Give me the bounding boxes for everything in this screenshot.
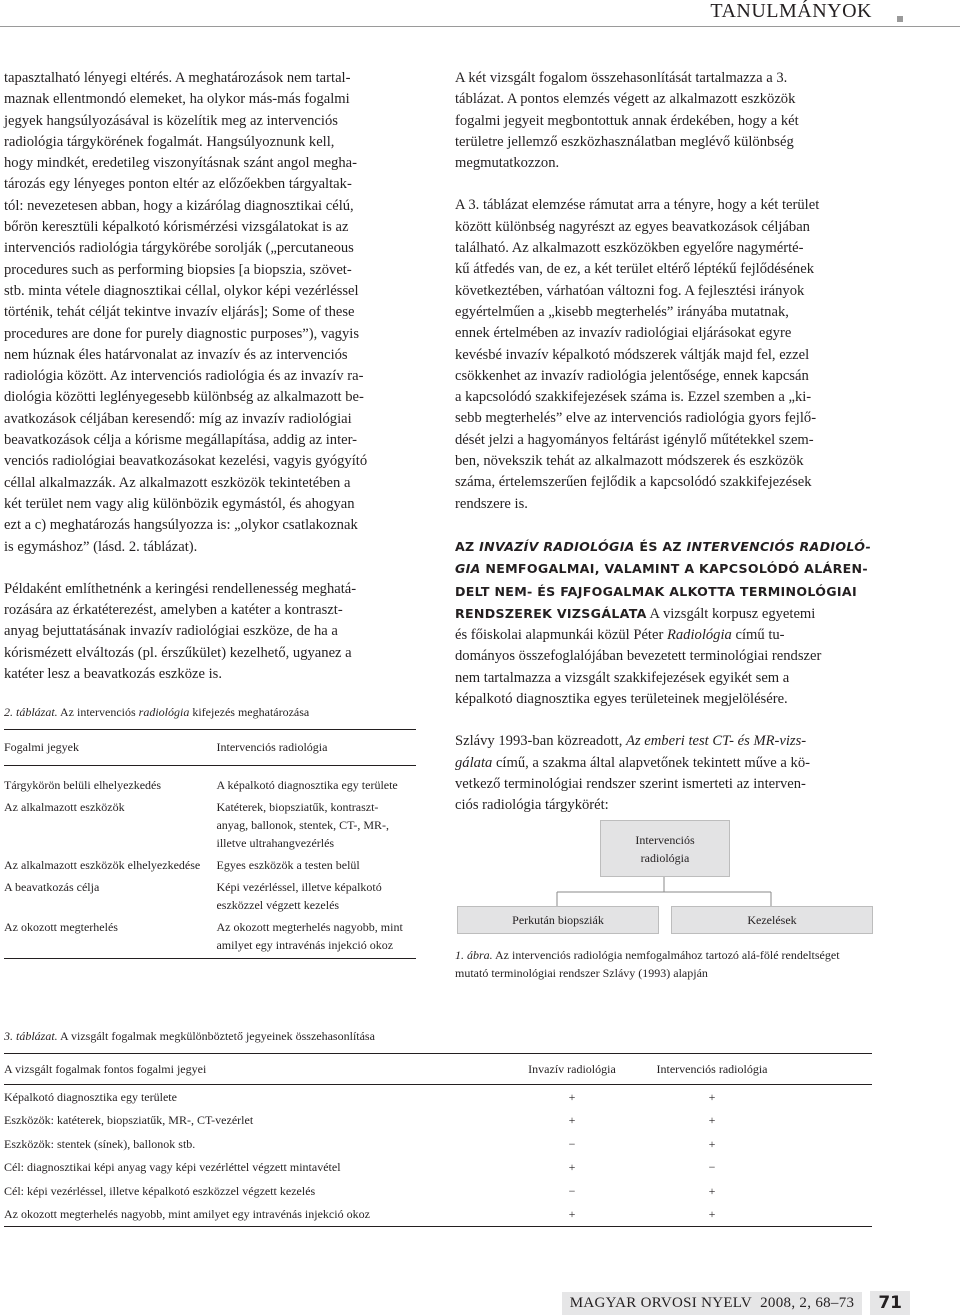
text-line: tapasztalható lényegi eltérés. A meghatározások nem tartal- — [4, 70, 351, 86]
text-line: anyag bejuttatásának invazív radiológiai eszköze, de ha a — [4, 623, 338, 640]
table-row — [4, 776, 416, 794]
table-cell: Az okozott megterhelés nagyobb, mint amilyet egy intravénás injekció okoz — [4, 1207, 370, 1222]
left-column — [4, 68, 420, 685]
text-line: ezt a c) meghatározás hangsúlyozza is: „olykor csatlakoznak — [4, 517, 358, 534]
text-line: ennek értelmében az invazív radiológiai eljárásokat egyre — [455, 325, 792, 342]
table-cell: Az alkalmazott eszközök — [4, 800, 125, 814]
text-line: két terület nem vagy alig különbözik egymástól, és ahogyan — [4, 495, 355, 512]
text-line: nem húznak éles határvonalat az invazív és az intervenciós — [4, 346, 348, 363]
table-row — [4, 878, 416, 914]
text-line: A két vizsgált fogalom összehasonlítását tartalmazza a 3. — [455, 70, 788, 86]
journal-info — [562, 1292, 863, 1315]
table-row — [4, 1085, 872, 1109]
text-line: történik, tehát célját tekintve invazív eljárás]; Some of these — [4, 304, 355, 321]
text-line: venciós radiológiai beavatkozásokat kezelési, vagyis gyógyító — [4, 453, 368, 470]
table-caption: 3. táblázat. A vizsgált fogalmak megkülönböztető jegyeinek összehasonlítása — [4, 1029, 375, 1043]
figure-caption: 1. ábra. Az intervenciós radiológia nemfogalmához tartozó alá-fölé rendeltséget mutató terminológiai rendszer Szlávy (1993) alapján — [455, 948, 840, 980]
text-line: jegyek hangsúlyozásával is közelítik meg az intervenciós — [4, 112, 338, 129]
text-line: bőrön keresztüli képalkotó kórismérzési vizsgálatokat is az — [4, 219, 349, 236]
table-cell: + — [708, 1113, 716, 1128]
text-line: katéter lesz a beavatkozás eszköze is. — [4, 666, 222, 683]
text-line: területre jellemző eszközhasználatban meglévő különbség — [455, 133, 794, 150]
table-cell: + — [568, 1160, 576, 1175]
table-cell: A beavatkozás célja — [4, 880, 100, 894]
table-cell: Tárgykörön belüli elhelyezkedés — [4, 778, 162, 792]
text-line: procedures are done for purely diagnostic purposes”), vagyis — [4, 325, 359, 342]
table-cell: + — [708, 1089, 716, 1104]
table-header: A vizsgált fogalmak fontos fogalmi jegyei Invazív radiológia Intervenciós radiológia — [4, 1062, 768, 1076]
text-line: fogalmi jegyeit megbontottuk annak érdekében, hogy a két — [455, 112, 799, 129]
footer — [562, 1290, 910, 1316]
table-cell: + — [708, 1183, 716, 1198]
table-header: Fogalmi jegyek Intervenciós radiológia — [4, 740, 328, 754]
table-3 — [4, 1027, 872, 1227]
table-cell: Képi vezérléssel, illetve képalkotó eszközzel végzett kezelés — [216, 880, 382, 912]
text-line: táblázat. A pontos elemzés végett az alkalmazott eszközök — [455, 91, 796, 108]
section-heading-paragraph: AZ INVAZÍV RADIOLÓGIA ÉS AZ INTERVENCIÓS RADIOLÓ- GIA NEMFOGALMAI, VALAMINT A KAPCSOLÓDÓ ALÁREN- DELT NEM- ÉS FAJFOGALMAK ALKOTTA TERMINOLÓGIAI RENDSZEREK VIZSGÁLATA A vizsgált korpusz egyetemi és főiskolai alapmunkái közül Péter Radiológia című tu- dományos összefoglalójában bevezetett terminológiai rendszer nem tartalmazza a vizsgált szakkifejezések egyikét sem a képalkotó diagnosztika egyes területeinek megjelölésére. — [455, 538, 871, 708]
table-cell: Egyes eszközök a testen belül — [216, 858, 360, 872]
table-row — [4, 918, 416, 954]
text-line: radiológia tárgykörének fogalmát. Hangsúlyoznunk kell, — [4, 133, 335, 150]
table-cell: − — [568, 1136, 576, 1151]
journal-title: MAGYAR ORVOSI NYELV — [569, 1294, 753, 1311]
paragraph — [4, 579, 420, 685]
journal-issue: 2008, 2, 68–73 — [760, 1294, 855, 1311]
page-number: 71 — [870, 1291, 910, 1315]
text-line: céllal alkalmazzák. Az alkalmazott eszközök tekintetében a — [4, 474, 351, 491]
table-cell: − — [568, 1183, 576, 1198]
text-line: dését jelzi a hagyományos feltárást igénylő műtétekkel szem- — [455, 431, 814, 448]
text-line: ben, növekszik tehát az alkalmazott módszerek és eszközök — [455, 453, 804, 470]
table-cell: Katéterek, biopsziatűk, kontraszt- anyag, ballonok, stentek, CT-, MR-, illetve ultrahangvezérlés — [216, 800, 390, 850]
table-cell: Az alkalmazott eszközök elhelyezkedése — [4, 858, 201, 872]
diagram-child-box-treatment: Kezelések — [671, 906, 873, 934]
table-cell: Az okozott megterhelés nagyobb, mint amilyet egy intravénás injekció okoz — [216, 920, 403, 952]
right-column — [455, 68, 871, 817]
table-caption: 2. táblázat. Az intervenciós radiológia kifejezés meghatározása — [4, 705, 310, 719]
text-line: következtében, várhatóan változni fog. A fejlesztési irányok — [455, 282, 805, 299]
paragraph — [4, 68, 420, 558]
text-line: csökkenhet az invazív radiológia jelentősége, ennek kapcsán — [455, 367, 809, 384]
paragraph — [455, 68, 871, 174]
table-cell: − — [708, 1160, 716, 1175]
table-cell: Cél: diagnosztikai képi anyag vagy képi vezérléttel végzett mintavétel — [4, 1160, 341, 1175]
text-line: megmutatkozzon. — [455, 155, 560, 172]
table-row — [4, 1179, 872, 1203]
diagram-child-box-biopsy: Perkután biopsziák — [457, 906, 659, 934]
table-row — [4, 798, 416, 852]
text-line: a kapcsolódó szakkifejezések száma is. Ezzel szemben a „ki- — [455, 389, 812, 406]
text-line: A 3. táblázat elemzése rámutat arra a tényre, hogy a két terület — [455, 197, 820, 214]
paragraph — [455, 195, 871, 514]
text-line: sebb megterhelés” elve az intervenciós radiológia gyors fejlő- — [455, 410, 817, 427]
paragraph: Szlávy 1993-ban közreadott, Az emberi test CT- és MR-vizs- gálata című, a szakma által alapvetőnek tekintett műve a kö- vetkező terminológiai rendszer szerint ismerteti az interven- ciós radiológia tárgykörét: — [455, 733, 810, 814]
text-line: tározás egy lényeges ponton eltér az előzőekben tárgyaltak- — [4, 176, 352, 193]
terminology-diagram — [455, 820, 873, 950]
text-line: kevésbé invazív képalkotó módszerek váltják majd fel, ezzel — [455, 346, 810, 363]
text-line: intervenciós radiológia tárgykörébe sorolják („percutaneous — [4, 240, 354, 257]
table-cell: + — [568, 1113, 576, 1128]
table-cell: Az okozott megterhelés — [4, 920, 118, 934]
table-row — [4, 1156, 872, 1180]
table-cell: + — [568, 1089, 576, 1104]
table-row — [4, 1203, 872, 1227]
text-line: avatkozások céljában keresendő: míg az invazív radiológiai — [4, 410, 352, 427]
table-cell: + — [708, 1136, 716, 1151]
text-line: rendszere is. — [455, 495, 528, 512]
table-cell: + — [708, 1207, 716, 1222]
text-line: tól: nevezetesen abban, hogy a kizárólag diagnosztikai célú, — [4, 197, 354, 214]
text-line: beavatkozások célja a kórisme megállapítása, addig az inter- — [4, 432, 358, 449]
section-heading: AZ INVAZÍV RADIOLÓGIA ÉS AZ INTERVENCIÓS RADIOLÓ- — [455, 538, 871, 554]
text-line: egyértelműen a „kisebb megterhelés” irányába mutatnak, — [455, 303, 789, 320]
table-2 — [4, 703, 416, 959]
table-row — [4, 856, 416, 874]
table-cell: Eszközök: stentek (sínek), ballonok stb. — [4, 1136, 196, 1151]
text-line: hogy mindkét, eredetileg viszonyításnak szánt angol megha- — [4, 155, 357, 172]
section-label: TANULMÁNYOK — [710, 0, 872, 22]
table-cell: Képalkotó diagnosztika egy területe — [4, 1089, 177, 1104]
table-cell: Eszközök: katéterek, biopsziatűk, MR-, CT-vezérlet — [4, 1113, 254, 1128]
text-line: található. Az alkalmazott eszközökben egyelőre nagymérté- — [455, 240, 804, 257]
text-line: kórismézett elváltozás (pl. érszűkület) kezelhető, ugyanez a — [4, 644, 352, 661]
text-line: maznak ellentmondó elemeket, ha olykor más-más fogalmi — [4, 91, 350, 108]
text-line: száma, értelemszerűen fejlődik a kapcsolódó szakkifejezések — [455, 474, 812, 491]
table-cell: + — [568, 1207, 576, 1222]
table-row — [4, 1132, 872, 1156]
text-line: kű átfedés van, de ez, a két terület eltérő léptékű fejlődésének — [455, 261, 815, 278]
header-marker — [897, 16, 903, 22]
text-line: procedures such as performing biopsies [a biopszia, szövet- — [4, 261, 352, 278]
table-cell: A képalkotó diagnosztika egy területe — [216, 778, 398, 792]
diagram-root-box: Intervenciós radiológia — [600, 820, 730, 877]
table-cell: Cél: képi vezérléssel, illetve képalkotó eszközzel végzett kezelés — [4, 1183, 316, 1198]
text-line: is egymáshoz” (lásd. 2. táblázat). — [4, 538, 198, 555]
text-line: stb. minta vétele diagnosztikai céllal, olykor képi vezérléssel — [4, 282, 359, 299]
table-row — [4, 1109, 872, 1133]
text-line: radiológia között. Az intervenciós radiológia és az invazív ra- — [4, 368, 364, 385]
text-line: között különbség nagyrészt az egyes beavatkozások céljában — [455, 218, 810, 235]
text-line: diológia közötti leglényegesebb különbség az alkalmazott be- — [4, 389, 364, 406]
text-line: rozására az érkatéterezést, amelyben a katéter a kontraszt- — [4, 602, 343, 619]
text-line: Példaként említhetnénk a keringési rendellenesség meghatá- — [4, 580, 357, 597]
header-divider — [0, 26, 960, 27]
